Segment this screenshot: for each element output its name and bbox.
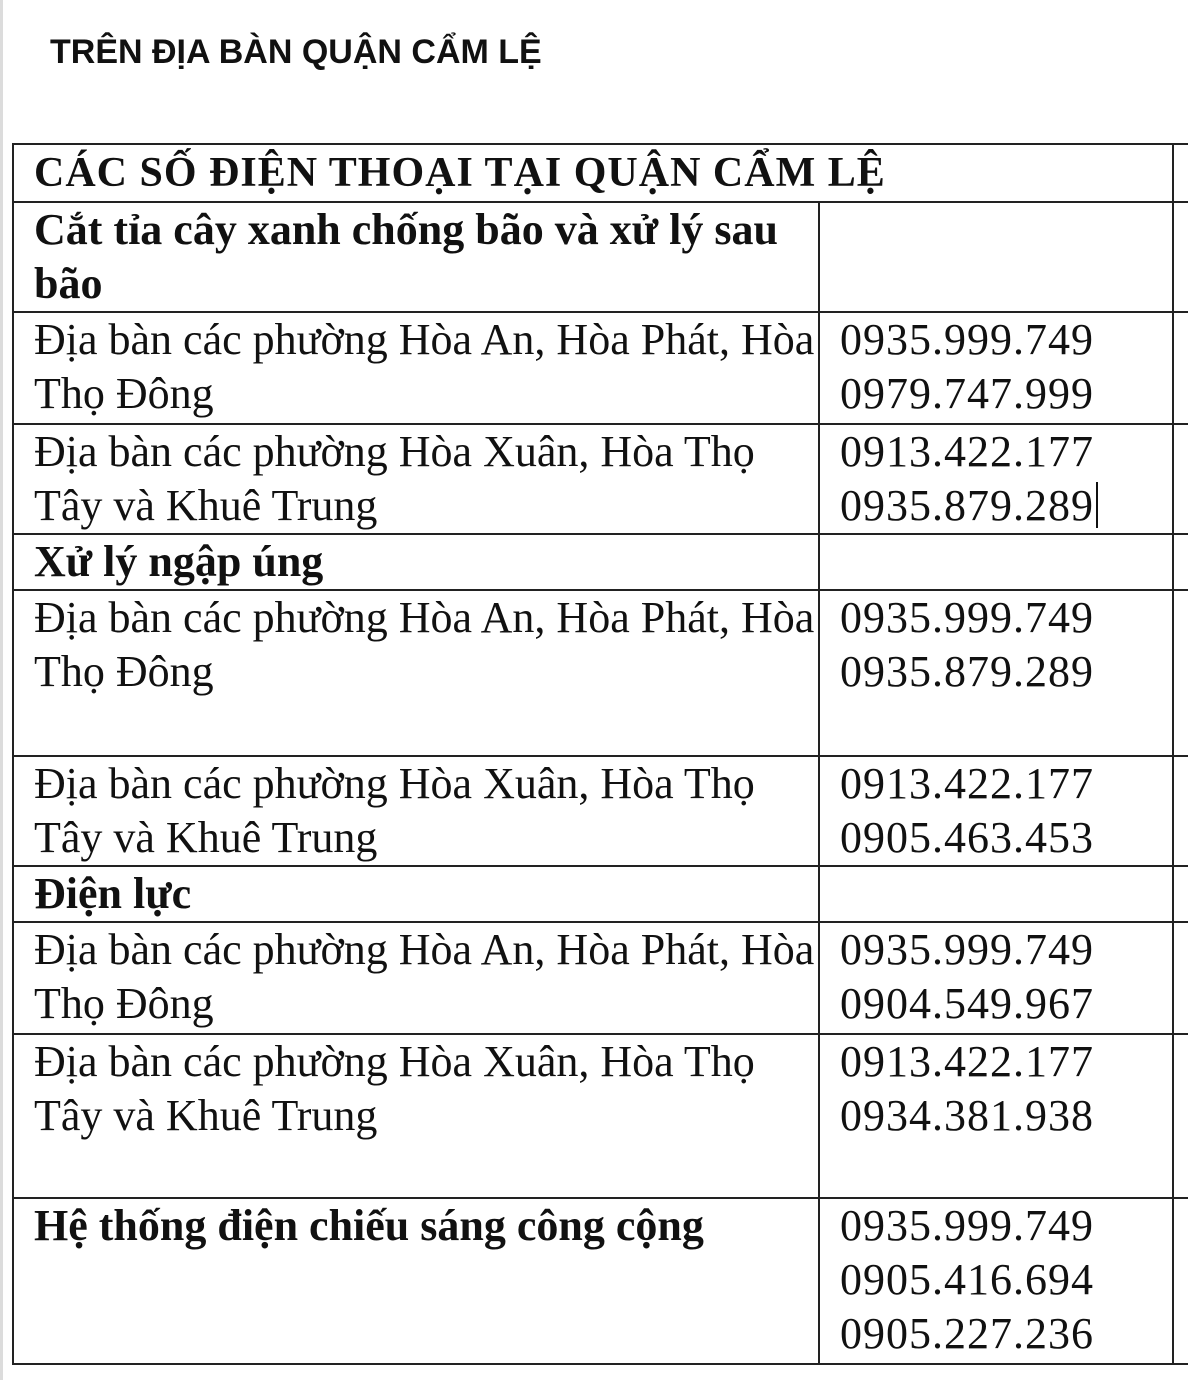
phone-number: 0935.999.749 xyxy=(840,1201,1094,1250)
empty-cell xyxy=(819,202,1173,312)
text-cursor xyxy=(1096,482,1098,528)
phone-number: 0935.879.289 xyxy=(840,647,1094,696)
section-heading-public-lighting: Hệ thống điện chiếu sáng công cộng xyxy=(13,1198,819,1364)
section-heading-row xyxy=(13,202,1188,312)
phone-cell xyxy=(819,1198,1173,1364)
area-cell: Địa bàn các phường Hòa An, Hòa Phát, Hòa Thọ Đông xyxy=(13,590,819,756)
table-row xyxy=(13,922,1188,1034)
page-left-edge xyxy=(0,0,3,1380)
phone-number: 0935.999.749 xyxy=(840,925,1094,974)
table-title-row xyxy=(13,144,1188,202)
phone-number: 0905.416.694 xyxy=(840,1255,1094,1304)
empty-cell xyxy=(1173,144,1188,202)
table-row xyxy=(13,424,1188,534)
phone-number: 0913.422.177 xyxy=(840,427,1094,476)
phone-number: 0905.463.453 xyxy=(840,813,1094,862)
phone-cell xyxy=(819,590,1173,756)
empty-cell xyxy=(1173,922,1188,1034)
phone-cell xyxy=(819,1034,1173,1198)
empty-cell xyxy=(1173,534,1188,590)
table-row xyxy=(13,1198,1188,1364)
empty-cell xyxy=(1173,424,1188,534)
phone-number: 0913.422.177 xyxy=(840,1037,1094,1086)
table-title: CÁC SỐ ĐIỆN THOẠI TẠI QUẬN CẨM LỆ xyxy=(13,144,1173,202)
phone-number: 0904.549.967 xyxy=(840,979,1094,1028)
phone-number: 0979.747.999 xyxy=(840,369,1094,418)
table-row xyxy=(13,756,1188,866)
area-cell: Địa bàn các phường Hòa Xuân, Hòa Thọ Tây và Khuê Trung xyxy=(13,424,819,534)
section-heading-electricity: Điện lực xyxy=(13,866,819,922)
empty-cell xyxy=(1173,1034,1188,1198)
phone-number-with-cursor xyxy=(840,479,1172,533)
area-cell: Địa bàn các phường Hòa An, Hòa Phát, Hòa Thọ Đông xyxy=(13,922,819,1034)
phone-cell xyxy=(819,756,1173,866)
phone-directory-table xyxy=(12,143,1188,1365)
section-heading-tree-trimming: Cắt tỉa cây xanh chống bão và xử lý sau bão xyxy=(13,202,819,312)
empty-cell xyxy=(819,866,1173,922)
empty-cell xyxy=(819,534,1173,590)
page-heading: TRÊN ĐỊA BÀN QUẬN CẨM LỆ xyxy=(50,33,542,71)
phone-number: 0934.381.938 xyxy=(840,1091,1094,1140)
phone-number: 0913.422.177 xyxy=(840,759,1094,808)
table-row xyxy=(13,312,1188,424)
phone-number: 0935.879.289 xyxy=(840,481,1094,530)
empty-cell xyxy=(1173,1198,1188,1364)
table-row xyxy=(13,1034,1188,1198)
empty-cell xyxy=(1173,202,1188,312)
section-heading-row xyxy=(13,866,1188,922)
phone-number: 0935.999.749 xyxy=(840,315,1094,364)
section-heading-flooding: Xử lý ngập úng xyxy=(13,534,819,590)
empty-cell xyxy=(1173,590,1188,756)
phone-number: 0935.999.749 xyxy=(840,593,1094,642)
empty-cell xyxy=(1173,312,1188,424)
phone-cell xyxy=(819,312,1173,424)
area-cell: Địa bàn các phường Hòa Xuân, Hòa Thọ Tây và Khuê Trung xyxy=(13,1034,819,1198)
phone-cell xyxy=(819,922,1173,1034)
phone-cell xyxy=(819,424,1173,534)
empty-cell xyxy=(1173,866,1188,922)
area-cell: Địa bàn các phường Hòa Xuân, Hòa Thọ Tây và Khuê Trung xyxy=(13,756,819,866)
empty-cell xyxy=(1173,756,1188,866)
area-cell: Địa bàn các phường Hòa An, Hòa Phát, Hòa Thọ Đông xyxy=(13,312,819,424)
table-row xyxy=(13,590,1188,756)
section-heading-row xyxy=(13,534,1188,590)
phone-number: 0905.227.236 xyxy=(840,1309,1094,1358)
